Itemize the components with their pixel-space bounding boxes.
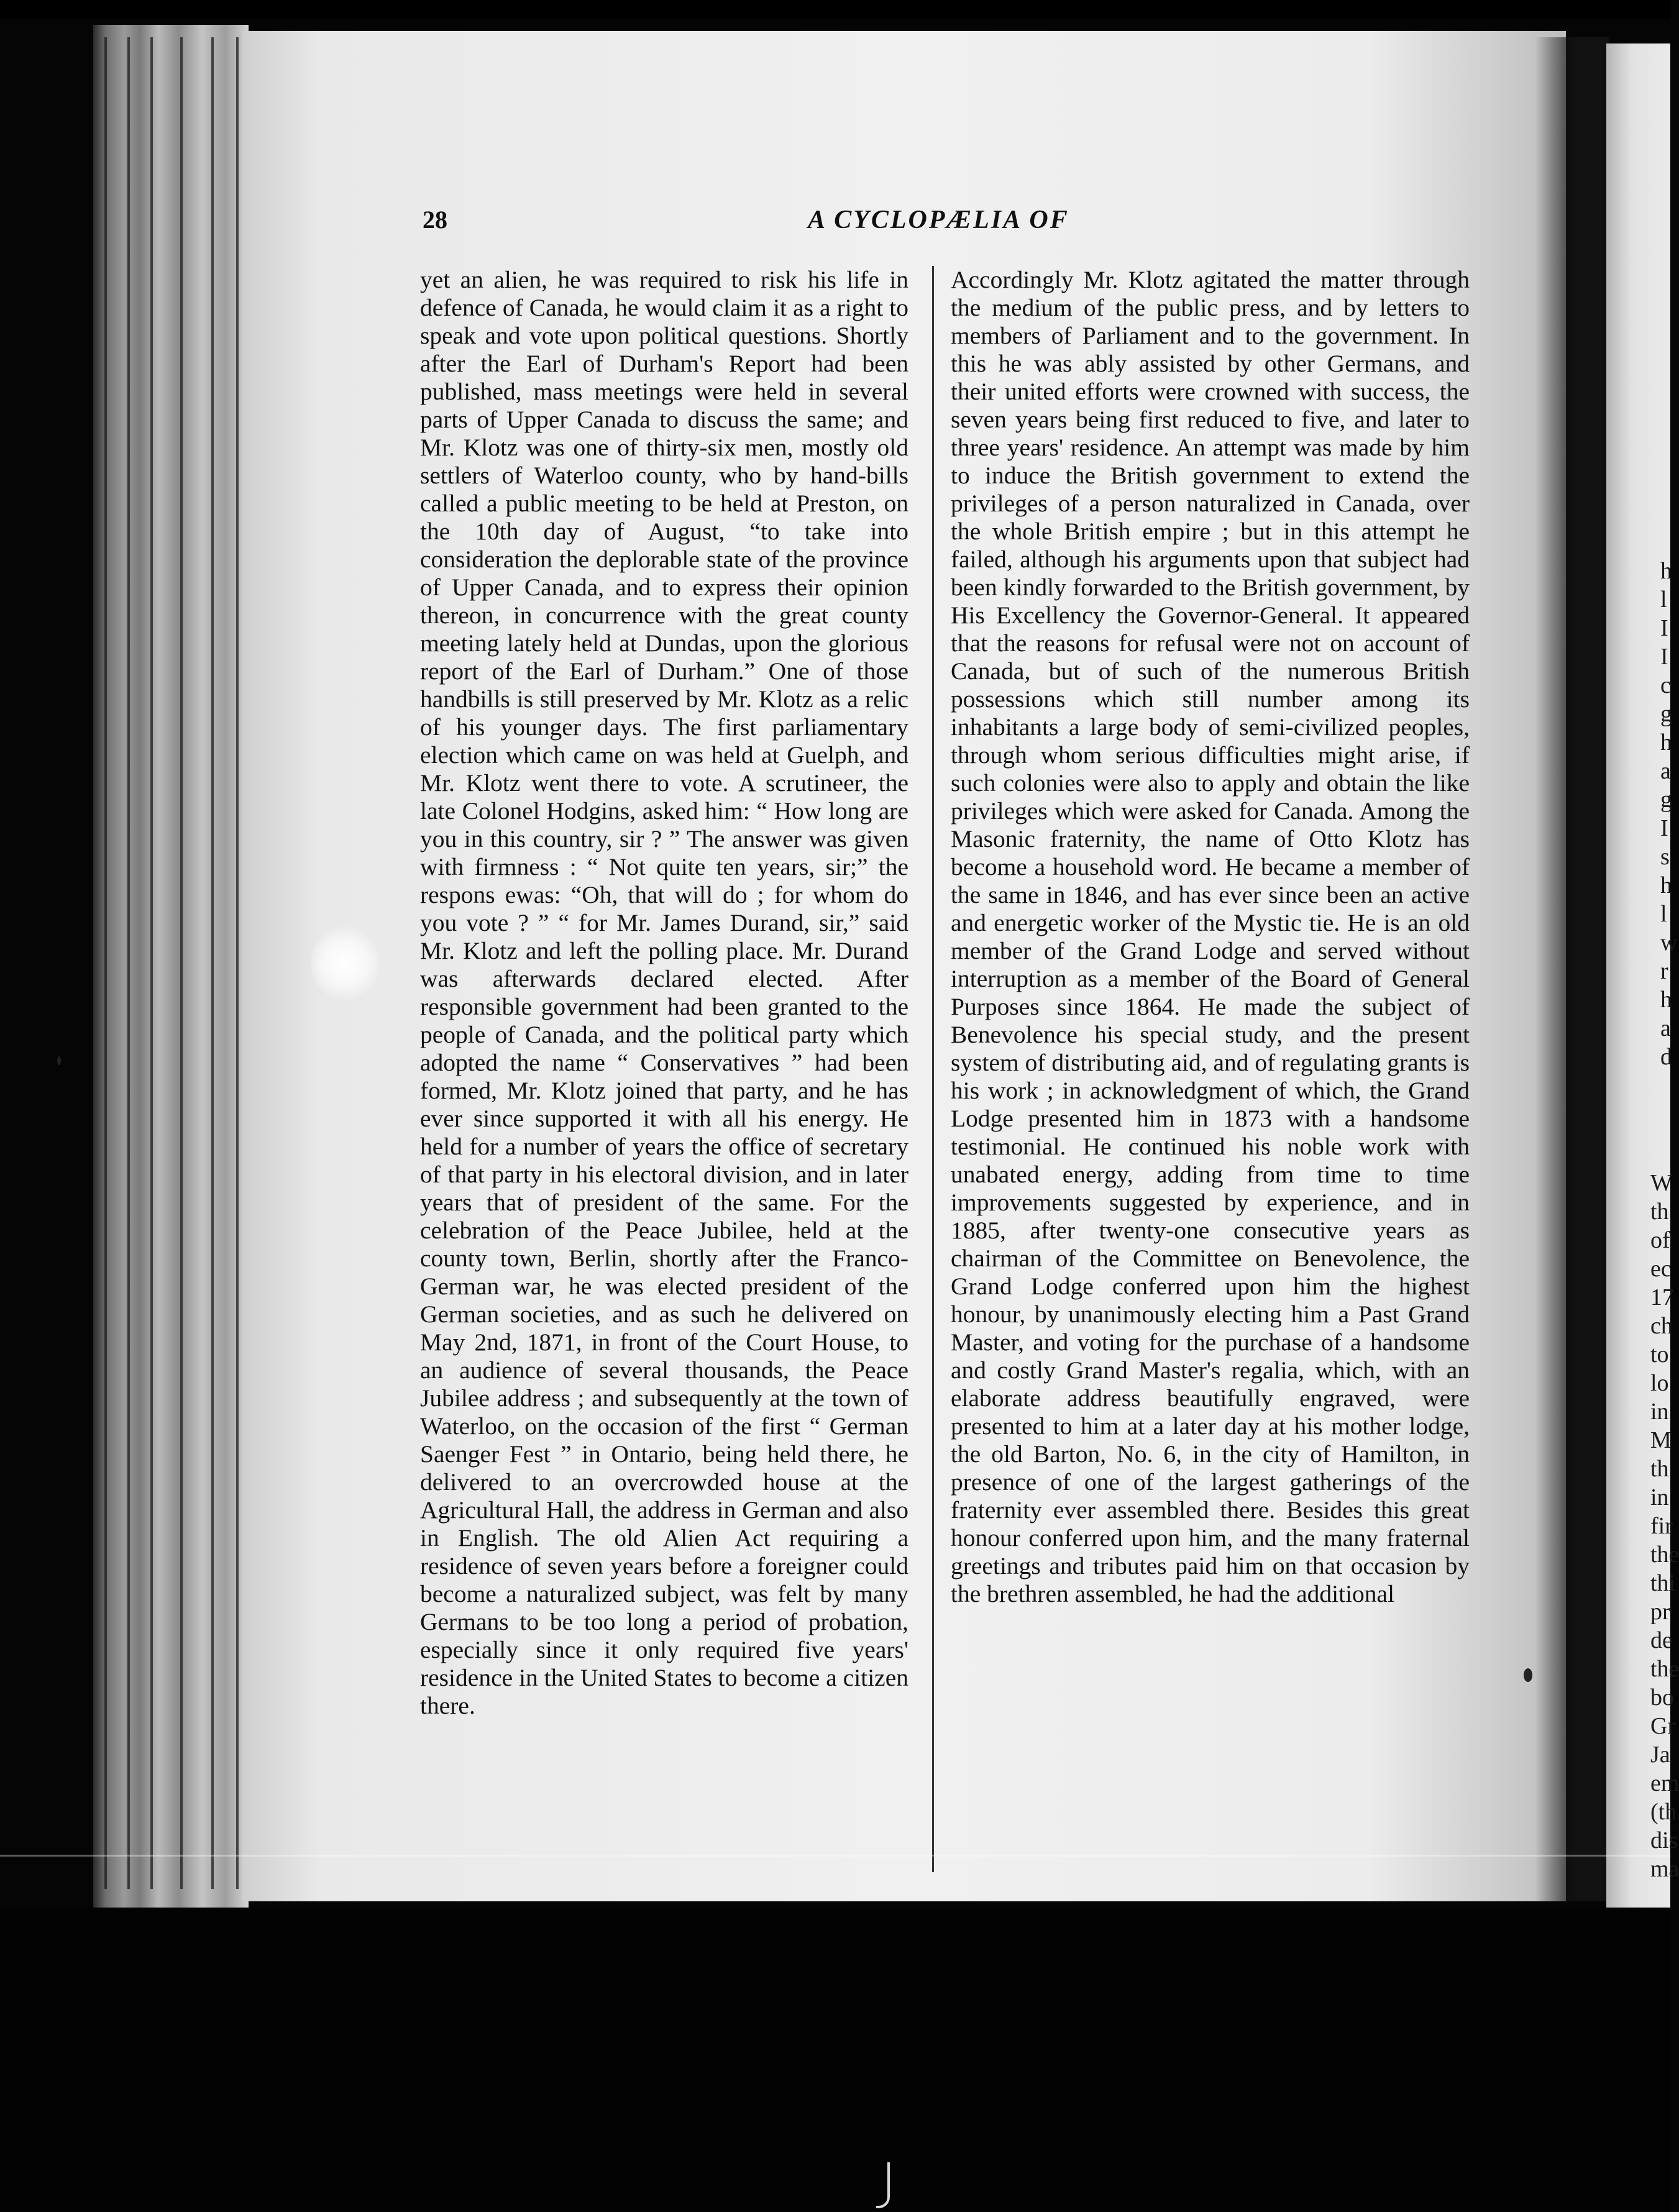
facing-page-fragment: h: [1660, 729, 1672, 756]
facing-page-fragment: h: [1660, 872, 1672, 898]
facing-page-fragment: th: [1650, 1456, 1669, 1482]
facing-page-fragment: th: [1650, 1199, 1669, 1225]
running-head: A CYCLOPÆLIA OF: [808, 206, 1069, 234]
left-text-column: [420, 266, 908, 1720]
ink-speck: [57, 1056, 61, 1065]
facing-page-fragment: s: [1660, 844, 1670, 870]
facing-page-fragment: ec: [1650, 1256, 1672, 1282]
facing-page-fragment: M: [1650, 1427, 1672, 1453]
gutter-shadow: [1535, 37, 1609, 1901]
facing-page-fragment: thi: [1650, 1570, 1676, 1596]
right-column-paragraph: Accordingly Mr. Klotz agitated the matter through the medium of the public press, and by letters to members of Parliament and to the government. In this he was ably assisted by other Germans, and their united efforts were crowned with success, the seven years being first reduced to five, and later to three years' residence. An attempt was made by him to induce the British government to extend the privileges of a person naturalized in Canada, over the whole British empire ; but in this attempt he failed, although his arguments upon that subject had been kindly forwarded to the British government, by His Excellency the Governor-General. It appeared that the reasons for refusal were not on account of Canada, but of such of the numerous British possessions which still number among its inhabitants a large body of semi-civilized peoples, through whom serious difficulties might arise, if such colonies were also to apply and obtain the like privileges which were asked for Canada. Among the Masonic fraternity, the name of Otto Klotz has become a household word. He became a member of the same in 1846, and has ever since been an active and energetic worker of the Mystic tie. He is an old member of the Grand Lodge and served without interruption as a member of the Board of General Purposes since 1864. He made the subject of Benevolence his special study, and the present system of distributing aid, and of regulating grants is his work ; in acknowledgment of which, the Grand Lodge presented him in 1873 with a handsome testimonial. He continued his noble work with unabated energy, adding from time to time improvements suggested by experience, and in 1885, after twenty-one consecutive years as chairman of the Committee on Benevolence, the Grand Lodge conferred upon him the highest honour, by unanimously electing him a Past Grand Master, and voting for the purchase of a handsome and costly Grand Master's regalia, which, with an elaborate address beautifully engraved, were presented to him at a later day at his mother lodge, the old Barton, No. 6, in the city of Hamilton, in presence of one of the largest gatherings of the fraternity ever assembled there. Besides this great honour conferred upon him, and the many fraternal greetings and tributes paid him on that occasion by the brethren assembled, he had the additional: [951, 266, 1470, 1607]
facing-page-fragment: Ja: [1650, 1742, 1670, 1768]
facing-page-fragment: r: [1660, 958, 1668, 984]
facing-page-fragment: bo: [1650, 1684, 1674, 1711]
facing-page-fragment: a: [1660, 758, 1671, 784]
facing-page-fragment: em: [1650, 1770, 1679, 1796]
facing-page-fragment: dis: [1650, 1827, 1678, 1853]
facing-page-fragment: h: [1660, 558, 1672, 584]
facing-page-fragment: I: [1660, 615, 1668, 641]
facing-page-fragment: I: [1660, 644, 1668, 670]
facing-page-fragment: l: [1660, 587, 1667, 613]
facing-page-fragment: a: [1660, 1015, 1671, 1041]
facing-page-fragment: 17: [1650, 1284, 1674, 1310]
left-column-paragraph: yet an alien, he was required to risk his life in defence of Canada, he would claim it as a right to speak and vote upon political questions. Shortly after the Earl of Durham's Report had been published, mass meetings were held in several parts of Upper Canada to discuss the same; and Mr. Klotz was one of thirty-six men, mostly old settlers of Waterloo county, who by hand-bills called a public meeting to be held at Preston, on the 10th day of August, “to take into consideration the deplorable state of the province of Upper Canada, and to express their opinion thereon, in concurrence with the great county meeting lately held at Dundas, upon the glorious report of the Earl of Durham.” One of those handbills is still preserved by Mr. Klotz as a relic of his younger days. The first parliamentary election which came on was held at Guelph, and Mr. Klotz went there to vote. A scrutineer, the late Colonel Hodgins, asked him: “ How long are you in this country, sir ? ” The answer was given with firmness : “ Not quite ten years, sir;” the respons ewas: “Oh, that will do ; for whom do you vote ? ” “ for Mr. James Durand, sir,” said Mr. Klotz and left the polling place. Mr. Durand was afterwards declared elected. After responsible government had been granted to the people of Canada, and the political party which adopted the name “ Conservatives ” had been formed, Mr. Klotz joined that party, and he has ever since supported it with all his energy. He held for a number of years the office of secretary of that party in his electoral division, and in later years that of president of the same. For the celebration of the Peace Jubilee, held at the county town, Berlin, shortly after the Franco-German war, he was elected president of the German societies, and as such he delivered on May 2nd, 1871, in front of the Court House, to an audience of several thousands, the Peace Jubilee address ; and subsequently at the town of Waterloo, on the occasion of the first “ German Saenger Fest ” in Ontario, being held there, he delivered to an overcrowded house at the Agricultural Hall, the address in German and also in English. The old Alien Act requiring a residence of seven years before a foreigner could become a naturalized subject, was felt by many Germans to be too long a period of probation, especially since it only required five years' residence in the United States to become a citizen there.: [420, 266, 908, 1719]
facing-page-fragment: the: [1650, 1542, 1679, 1568]
facing-page-fragment: g: [1660, 701, 1672, 727]
facing-page-fragment: the: [1650, 1656, 1679, 1682]
facing-page-fragment: de: [1650, 1627, 1673, 1653]
scan-mark: [876, 2162, 890, 2208]
page-smudge: [311, 926, 379, 1000]
facing-page-fragment: l: [1660, 901, 1667, 927]
column-divider: [932, 266, 934, 1872]
facing-page-fragment: c: [1660, 672, 1671, 698]
facing-page-fragment: h: [1660, 987, 1672, 1013]
facing-page-fragment: pr: [1650, 1599, 1670, 1625]
ink-speck: [1524, 1668, 1532, 1682]
facing-page-fragment: in: [1650, 1484, 1669, 1510]
facing-page-fragment: fir: [1650, 1513, 1673, 1539]
book-page-edges: [93, 25, 249, 1914]
facing-page-fragment: of: [1650, 1227, 1670, 1253]
facing-page-fragment: I: [1660, 815, 1668, 841]
scan-artifact-line: [0, 1855, 1670, 1857]
facing-page-fragment: w: [1660, 930, 1678, 956]
facing-page-fragment: lo: [1650, 1370, 1669, 1396]
scanner-frame-bottom: [0, 1908, 1670, 2212]
facing-page-fragment: to: [1650, 1341, 1669, 1368]
facing-page-fragment: ch: [1650, 1313, 1673, 1339]
facing-page-fragment: in: [1650, 1399, 1669, 1425]
page-number: 28: [423, 206, 447, 234]
facing-page-fragment: Gr: [1650, 1713, 1676, 1739]
facing-page-fragment: (th: [1650, 1799, 1677, 1825]
right-text-column: [951, 266, 1470, 1608]
facing-page-fragment: d: [1660, 1044, 1672, 1070]
facing-page-fragment: ma: [1650, 1856, 1679, 1882]
scanner-frame-top: [0, 0, 1670, 19]
facing-page-fragment: W: [1650, 1170, 1673, 1196]
facing-page-fragment: g: [1660, 787, 1672, 813]
